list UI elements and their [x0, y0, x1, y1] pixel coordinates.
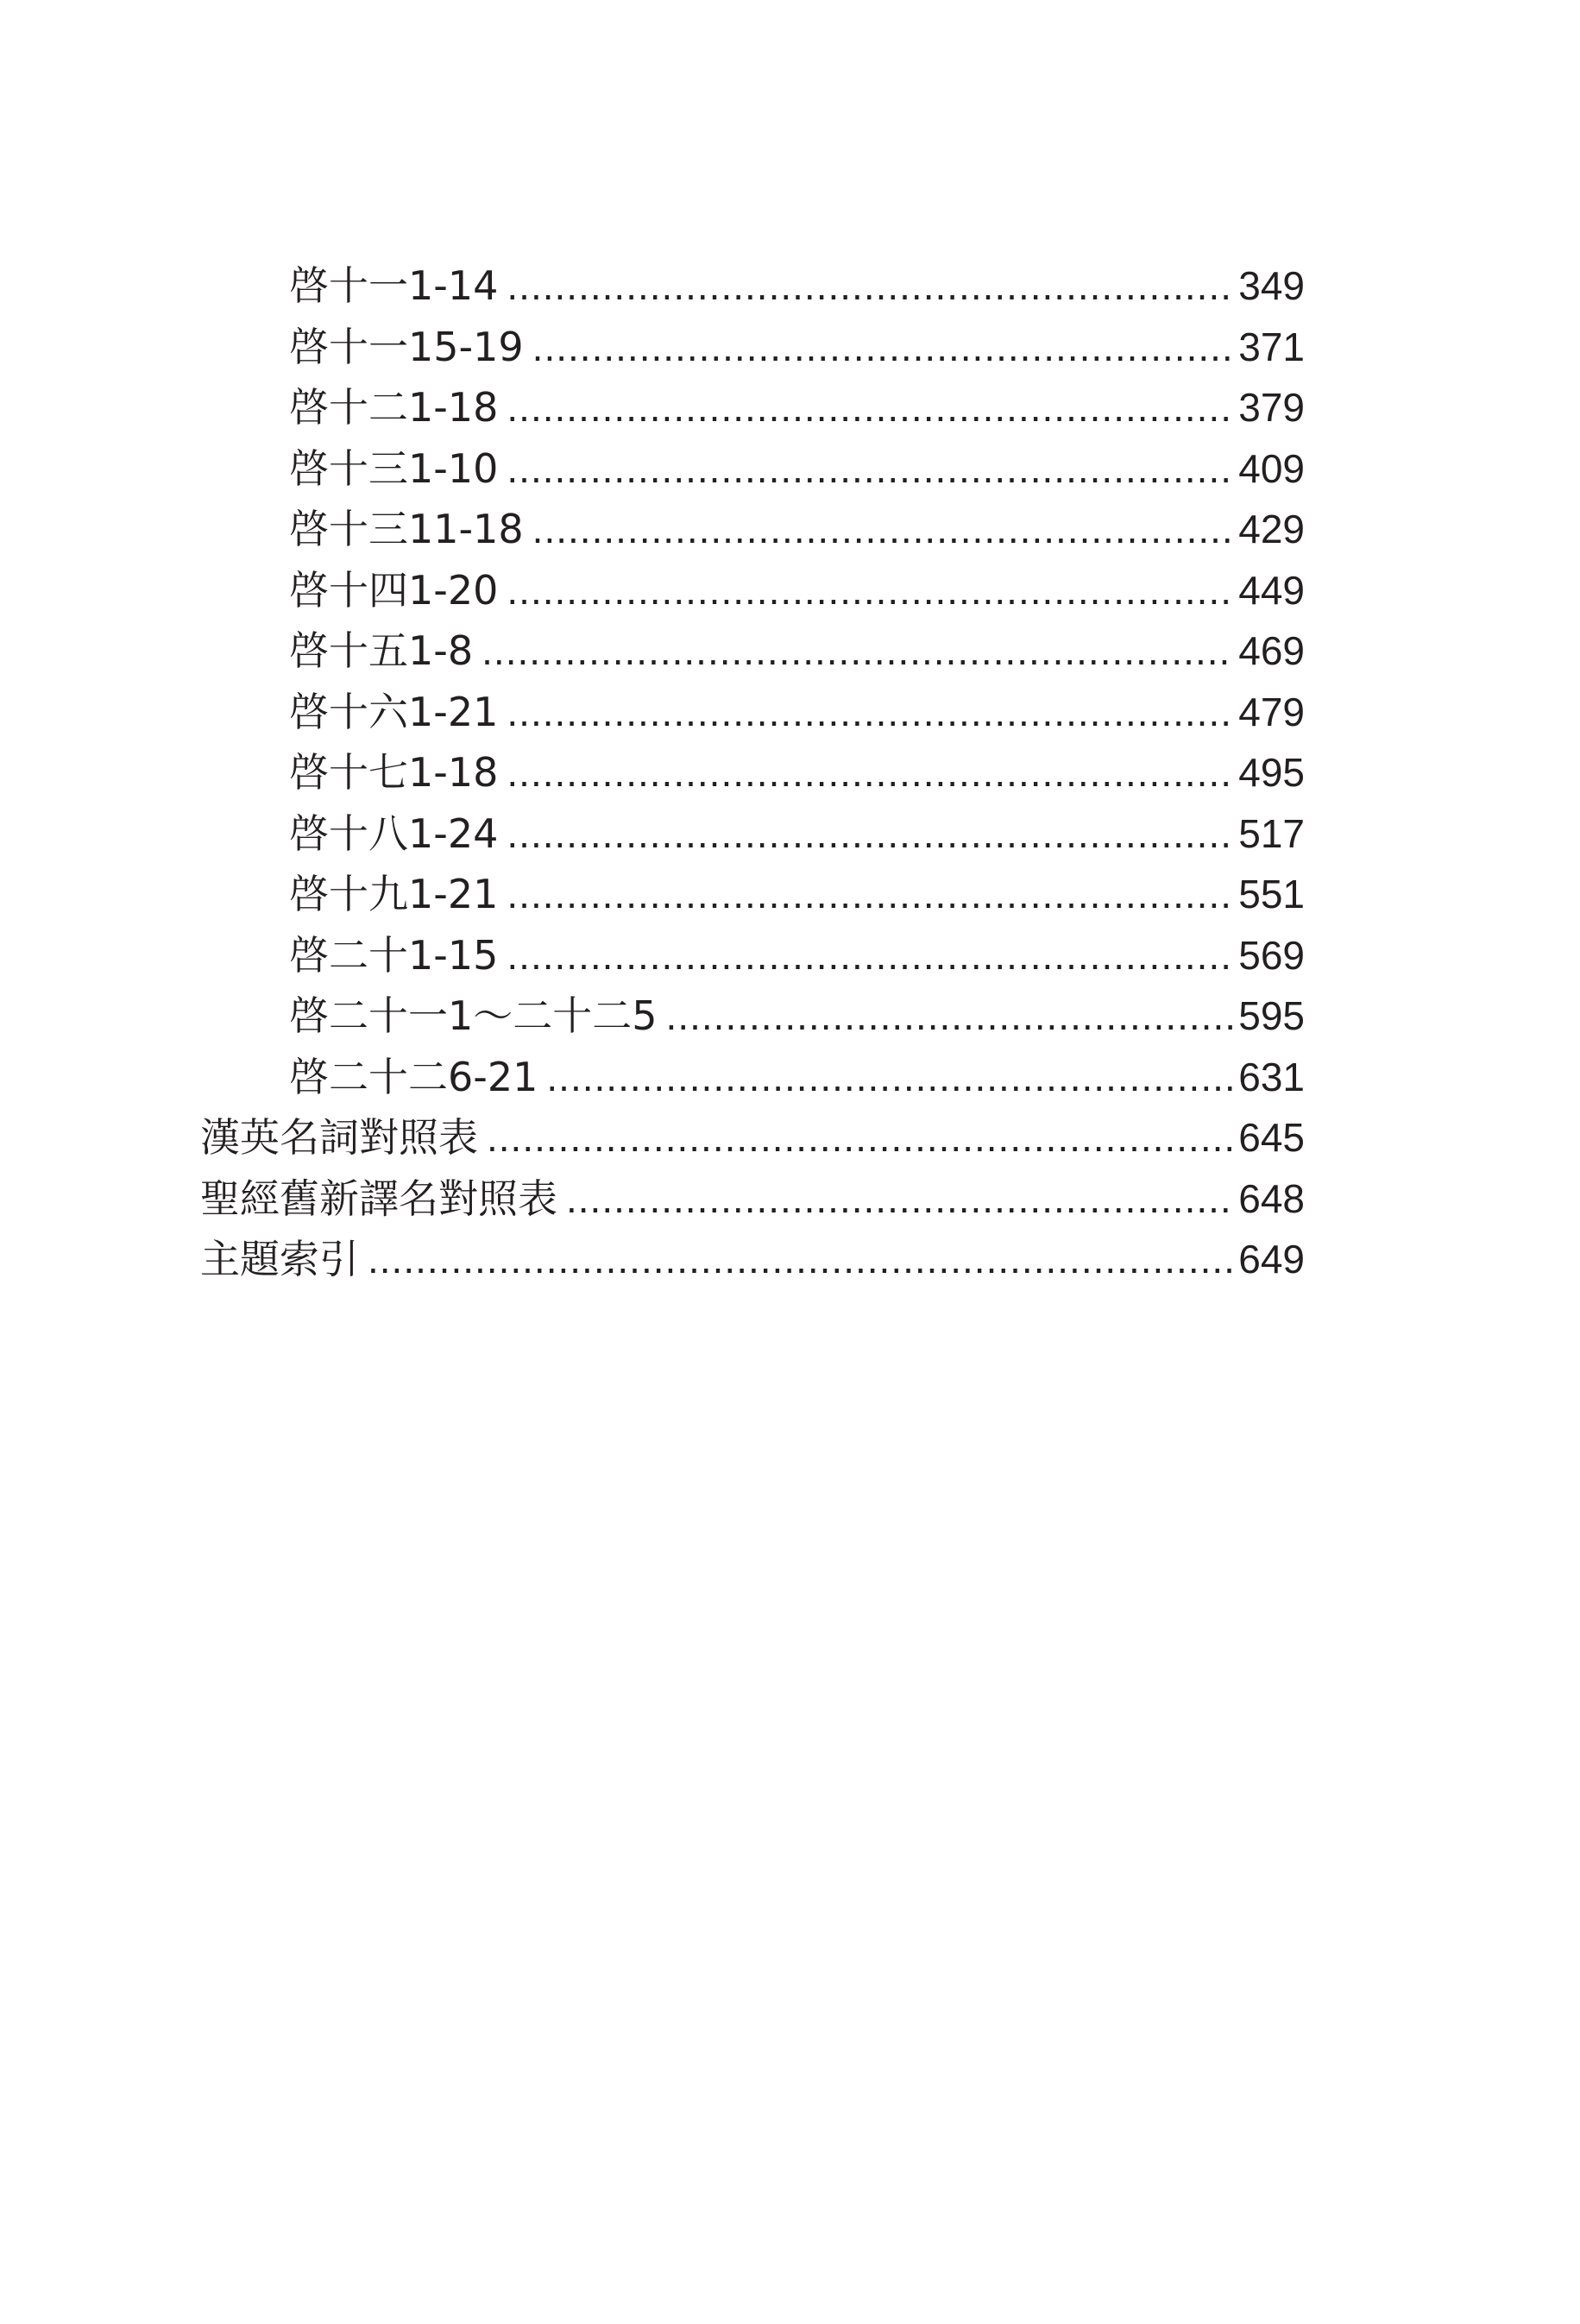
- toc-entry-page: 517: [1238, 810, 1305, 856]
- toc-entry[interactable]: [200, 742, 1305, 803]
- toc-entry-label: 啓二十二6-21: [289, 1053, 538, 1100]
- toc-entry[interactable]: [200, 377, 1305, 438]
- toc-entry-page: 429: [1238, 507, 1305, 551]
- toc-entry[interactable]: [200, 986, 1305, 1047]
- toc-entry-page: 469: [1238, 628, 1305, 673]
- toc-entry-page: 479: [1238, 689, 1305, 734]
- toc-entry-page: 349: [1238, 263, 1305, 308]
- dot-leader: [507, 560, 1233, 621]
- toc-entry-label: 啓十五1-8: [289, 627, 474, 674]
- dot-leader: [546, 1047, 1233, 1108]
- toc-entry-label: 啓十八1-24: [289, 809, 499, 857]
- toc-entry-page: 371: [1238, 324, 1305, 369]
- toc-entry[interactable]: [200, 803, 1305, 865]
- toc-entry-label: 啓二十1-15: [289, 931, 499, 979]
- dot-leader: [507, 864, 1233, 925]
- toc-entry[interactable]: [200, 560, 1305, 621]
- dot-leader: [487, 1107, 1233, 1168]
- toc-entry-label: 漢英名詞對照表: [200, 1114, 478, 1161]
- dot-leader: [368, 1229, 1233, 1290]
- toc-entry[interactable]: [200, 620, 1305, 682]
- toc-entry-label: 啓十一15-19: [289, 323, 524, 370]
- dot-leader: [532, 317, 1234, 378]
- toc-entry[interactable]: [200, 1229, 1305, 1290]
- toc-entry-page: 379: [1238, 385, 1305, 430]
- toc-entry-label: 啓十一1-14: [289, 262, 499, 309]
- toc-entry-page: 645: [1238, 1115, 1305, 1160]
- dot-leader: [666, 986, 1234, 1047]
- table-of-contents: [200, 255, 1305, 1290]
- toc-entry-label: 啓十三1-10: [289, 444, 499, 492]
- dot-leader: [507, 438, 1233, 500]
- toc-entry-label: 主題索引: [200, 1236, 359, 1282]
- toc-entry-page: 631: [1238, 1054, 1305, 1099]
- dot-leader: [566, 1168, 1233, 1230]
- dot-leader: [507, 803, 1233, 865]
- dot-leader: [507, 377, 1233, 438]
- toc-entry-page: 409: [1238, 445, 1305, 491]
- toc-entry-page: 495: [1238, 750, 1305, 795]
- toc-entry[interactable]: [200, 1107, 1305, 1168]
- toc-entry-page: 569: [1238, 932, 1305, 978]
- toc-entry-label: 啓十六1-21: [289, 688, 499, 735]
- toc-entry[interactable]: [200, 682, 1305, 743]
- toc-entry[interactable]: [200, 1047, 1305, 1108]
- toc-entry-label: 啓十三11-18: [289, 506, 524, 552]
- toc-entry-page: 551: [1238, 872, 1305, 916]
- toc-entry[interactable]: [200, 925, 1305, 986]
- toc-entry-label: 啓十九1-21: [289, 871, 499, 917]
- toc-entry-label: 啓十二1-18: [289, 384, 499, 431]
- dot-leader: [532, 499, 1234, 560]
- toc-entry-page: 449: [1238, 567, 1305, 613]
- toc-entry-label: 啓二十一1～二十二5: [289, 992, 658, 1039]
- dot-leader: [507, 682, 1233, 743]
- toc-entry-label: 啓十七1-18: [289, 749, 499, 796]
- toc-entry-page: 649: [1238, 1237, 1305, 1282]
- toc-entry[interactable]: [200, 317, 1305, 378]
- toc-entry[interactable]: [200, 499, 1305, 560]
- toc-entry[interactable]: [200, 438, 1305, 500]
- toc-entry-label: 聖經舊新譯名對照表: [200, 1175, 557, 1222]
- dot-leader: [507, 742, 1233, 803]
- dot-leader: [482, 620, 1233, 682]
- toc-entry[interactable]: [200, 864, 1305, 925]
- toc-entry-label: 啓十四1-20: [289, 566, 499, 614]
- dot-leader: [507, 925, 1233, 986]
- toc-entry-page: 648: [1238, 1175, 1305, 1221]
- toc-entry[interactable]: [200, 1168, 1305, 1230]
- dot-leader: [507, 255, 1233, 317]
- toc-entry-page: 595: [1238, 993, 1305, 1038]
- toc-entry[interactable]: [200, 255, 1305, 317]
